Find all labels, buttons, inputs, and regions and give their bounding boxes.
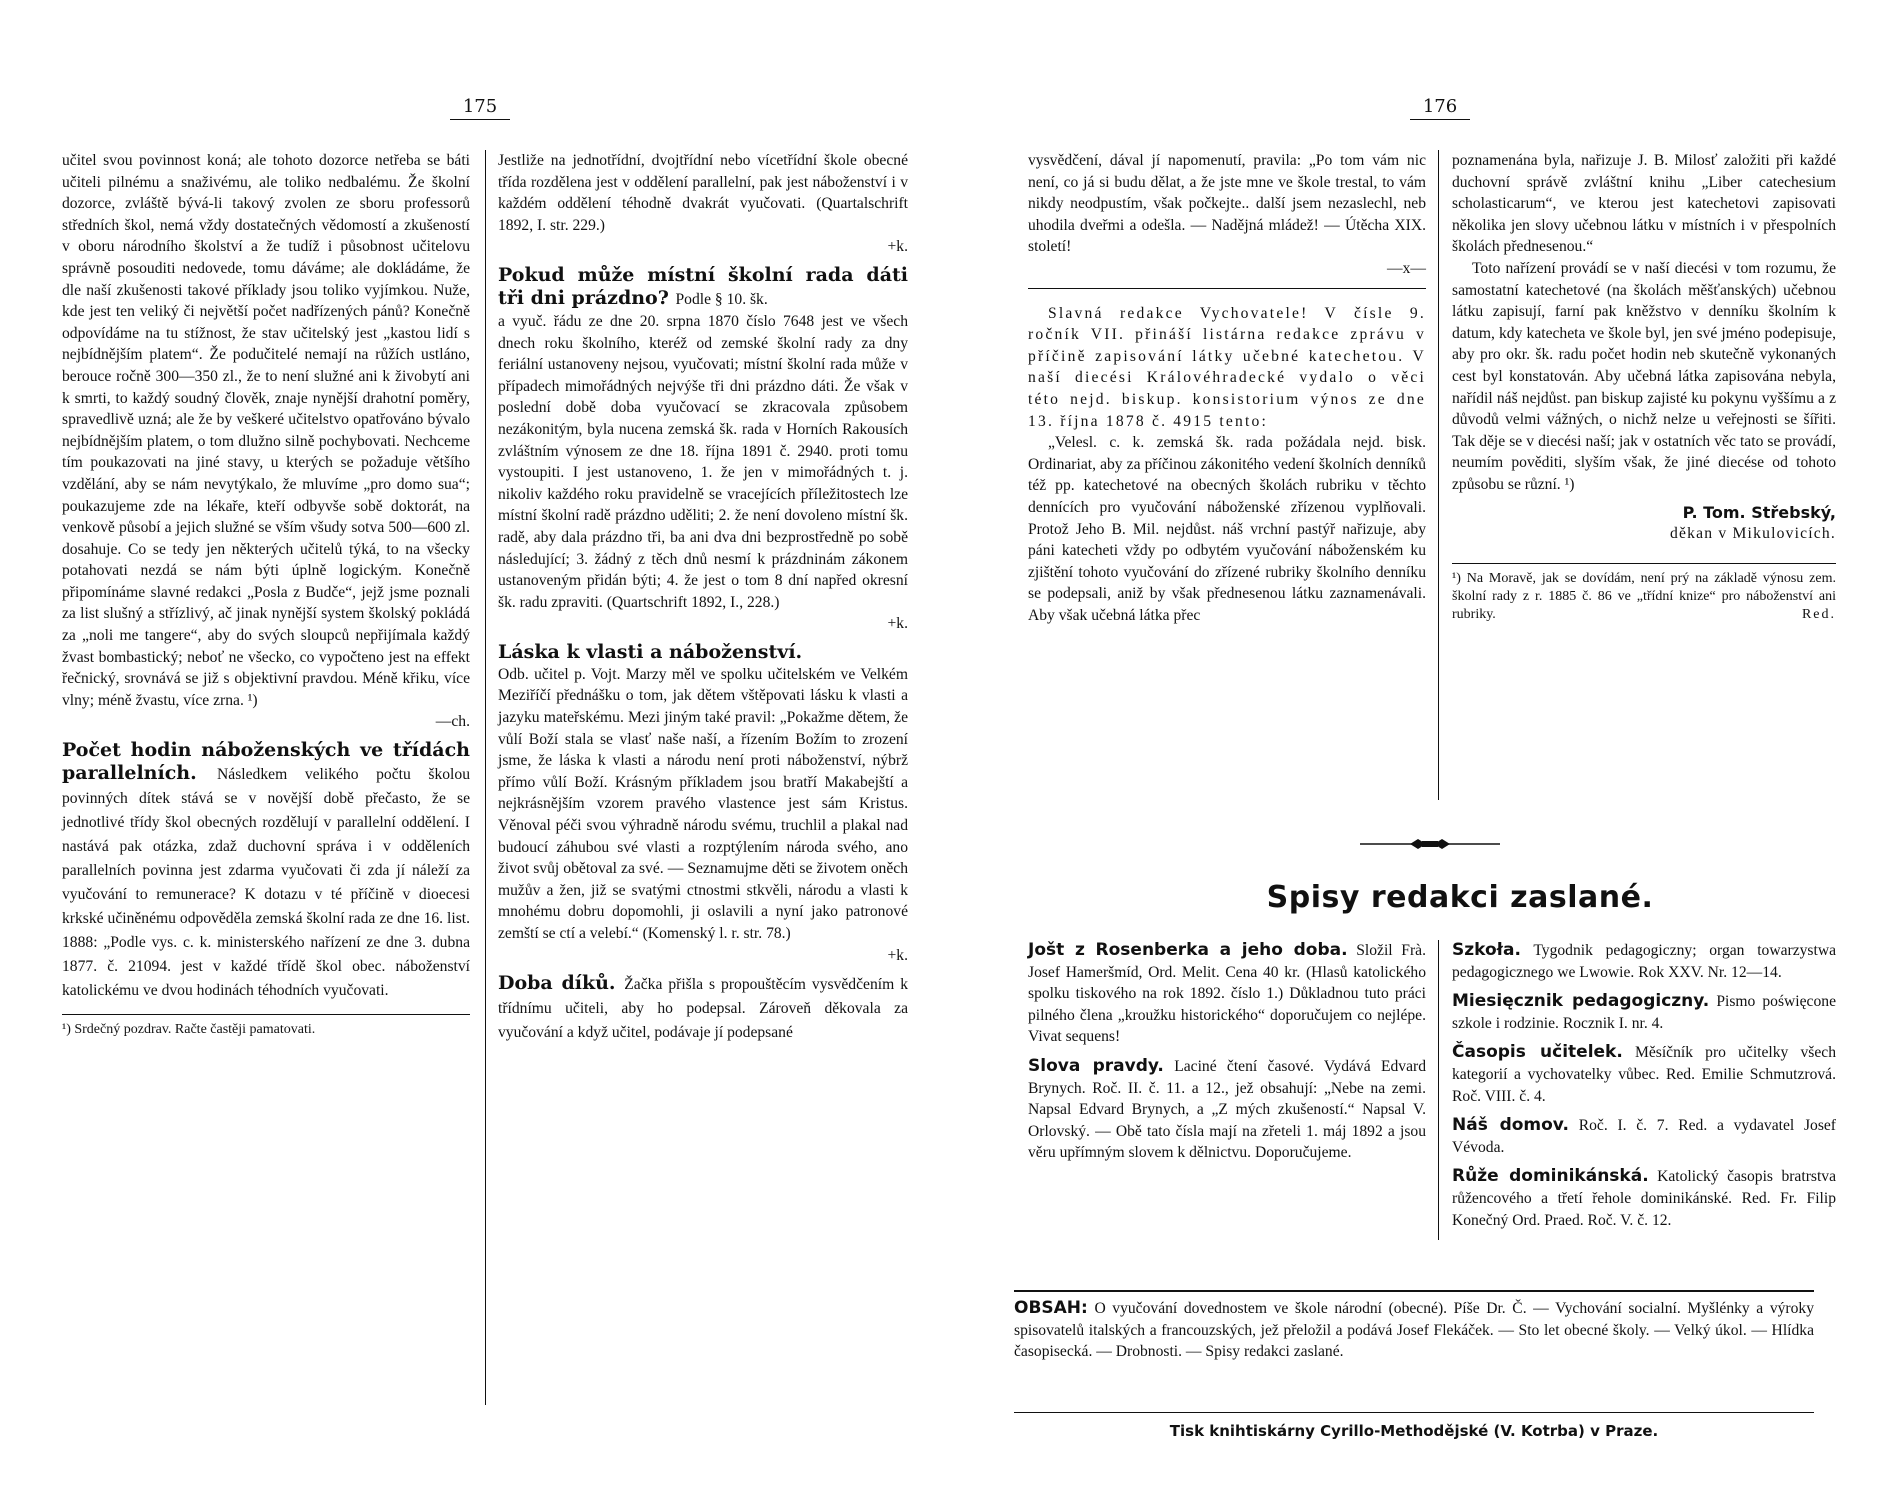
section-title: Spisy redakci zaslané.: [1266, 880, 1654, 915]
publication-entry: Časopis učitelek. Měsíčník pro učitelky všech kategorií a vychovatelky vůbec. Red. Emilie Schmutzrová. Roč. VIII. č. 4.: [1452, 1042, 1836, 1105]
footnote: ¹) Na Moravě, jak se dovídám, není prý na základě výnosu zem. školní rady z r. 1885 č. 86 ve „třídní knize“ pro náboženství ani rubriky. Red.: [1452, 563, 1836, 624]
publication-entry: Jošt z Rosenberka a jeho doba. Složil Frà. Josef Hameršmíd, Ord. Melit. Cena 40 kr. (Hlasů katolického spolku tiskového na rok 1892. číslo 1.) Důkladnou tuto práci pilného člena „kroužku historického“ doporučujem co nejlépe. Vivat sequens!: [1028, 940, 1426, 1046]
column-divider: [485, 150, 486, 1405]
table-of-contents: [1014, 1298, 1814, 1363]
footnote: ¹) Srdečný pozdrav. Račte častěji pamatovati.: [62, 1014, 470, 1039]
letter-text: „Velesl. c. k. zemská šk. rada požádala nejd. bisk. Ordinariat, aby za příčinou zákonitého vedení školních denníků též pp. katechetové na obecných školách rubriku v těchto dennících pro vyučování náboženské zřízenou vyplňovali. Protož Jeho B. Mil. nejdůst. náš vrchní pastýř nařizuje, aby páni katecheti vždy po odbytém vyučování náboženském ku zjištění tohoto vyučování do zřízené rubriky školního denníku se podepsali, aniž by však přednesenou látku zaznamenávali. Aby však učebná látka přec: [1028, 434, 1426, 624]
publication-entry: Růže dominikánská. Katolický časopis bratrstva růžencového a třetí řehole dominikánské. Red. Fr. Filip Konečný Ord. Praed. Roč. V. č. 12.: [1452, 1166, 1836, 1229]
article-heading: Počet hodin náboženských ve třídách parallelních. Následkem velikého počtu školou povinných dítek stává se v novější době přečasto, že se jednotlivé třídy škol obecných rozdělují v parallelní oddělení. I nastává pak otázka, zdaž duchovní správa i v odděleních parallelních povinna jest zdarma vyučovati či zda jí náleží za vyučování to remunerace? K dotazu v té příčině v dioecesi krkské učiněnému odpověděla zemská školní rada ze dne 16. list. 1888: „Podle vys. c. k. ministerského nařízení ze dne 3. dubna 1877. č. 21094. jest v každé třídě škol obec. náboženství katolickému ve dvou hodinách téhodních vyučovati.: [62, 739, 470, 1000]
page-176-column-1: [1028, 150, 1426, 626]
page-number-176: 176: [1400, 96, 1480, 120]
article-text: Žačka přišla s propouštěcím vysvědčením k třídnímu učiteli, aby ho podepsal. Zároveň děkovala za vyučování a když učitel, podávaje jí podepsané: [498, 976, 908, 1042]
publication-entry: Szkoła. Tygodnik pedagogiczny; organ towarzystwa pedagogicznego we Lwowie. Rok XXV. Nr. 12—14.: [1452, 940, 1836, 981]
page-176-column-2: [1452, 150, 1836, 624]
page-175-column-1: [62, 150, 470, 1039]
article-signature: —x—: [1387, 259, 1426, 277]
article-text: a vyuč. řádu ze dne 20. srpna 1870 číslo 7648 jest ve všech dnech roku školního, kteréž od zemské školní rady za dny feriální ustanoveny nejsou, vyučovati; místní školní rada může v případech mimořádných nejvýše tři dni prázdno dáti. Že však v poslední době doba vyučovací se zkracovala způsobem nezákonitým, byla nucena zemská šk. rada v Horních Rakousích zvláštním výnosem ze dne 18. října 1891 č. 2940. proti tomu vystoupiti. I jest ustanoveno, 1. že jen v mimořádných t. j. nikoliv každého roku pravidelně se vracejících příležitostech lze místní školní radě prázdno uděliti; 2. že není dovoleno místní šk. radě, aby dala prázdno tři, ba ani dva dni bezprostředně po sobě následující; 3. žádný z těch dnů nesmí k prázdninám zákonem ustanoveným přidán býti; 4. že jest o tom 8 dní napřed okresní šk. radu zpraviti. (Quartschrift 1892, I., 228.): [498, 312, 908, 611]
letter-text: poznamenána byla, nařizuje J. B. Milosť založiti při každé duchovní správě zvláštní knihu „Liber catechesium scholasticarum“, ve kterou jest katechetovi zapisovati několika jen slovy učebnou látku v místních i v přespolních školách přednesenou.“: [1452, 152, 1836, 256]
article-signature: +k.: [887, 615, 908, 633]
author-title: děkan v Mikulovicích.: [1670, 525, 1836, 543]
article-text: Následkem velikého počtu školou povinných dítek stává se v novější době přečasto, že se jednotlivé třídy škol obecných rozdělují v parallelní oddělení. I nastává pak otázka, zdaž duchovní správa i v odděleních parallelních povinna jest zdarma vyučovati či zda jí náleží za vyučování to remunerace? K dotazu v té příčině v dioecesi krkské učiněnému odpověděla zemská školní rada ze dne 16. list. 1888: „Podle vys. c. k. ministerského nařízení ze dne 3. dubna 1877. č. 21094. jest v každé třídě škol obec. náboženství katolickému ve dvou hodinách téhodních vyučovati.: [62, 766, 470, 1000]
article-heading: Doba díků. Žačka přišla s propouštěcím vysvědčením k třídnímu učiteli, aby ho podepsal. Zároveň děkovala za vyučování a když učitel, podávaje jí podepsané: [498, 972, 908, 1042]
printer-imprint: Tisk knihtiskárny Cyrillo-Methodějské (V. Kotrba) v Praze.: [1169, 1422, 1659, 1440]
article-signature: +k.: [887, 946, 908, 964]
page-number-175: 175: [440, 96, 520, 120]
author-signature: P. Tom. Střebský,: [1682, 502, 1836, 522]
article-signature: +k.: [887, 238, 908, 256]
article-text: vysvědčení, dával jí napomenutí, pravila: „Po tom vám nic není, co já si budu dělat, a že jste mne ve škole trestal, to vám nikdy neodpustím, však počkejte.. další jsem nezaslechl, neb uhodila dveřmi a odešla. — Nadějná mládež! — Útěcha XIX. století!: [1028, 152, 1426, 256]
spisy-right-column: [1452, 940, 1836, 1239]
letter-text: Toto nařízení provádí se v naší diecési v tom rozumu, že samostatní katechetové (na školách měšťanských) učebnou látku zapisují, farní pak kněžstvo v denníku školním k datum, kdy katecheta ve škole byl, jen své jméno podepisuje, aby pro okr. šk. radu počet hodin neb skutečně vykonaných cest byl konstatován. Aby učebná látka zapisována nebyla, nařídil náš nejdůst. pan biskup zajisté ku pokynu vyššímu a z důvodů velmi vážných, o nichž nelze u veřejnosti se šířiti. Tak děje se v diecési naší; jak v ostatních věc tato se provádí, neumím pověditi, slyším však, že jiné diecése od tohoto způsobu se různí. ¹): [1452, 259, 1836, 493]
article-text: učitel svou povinnost koná; ale tohoto dozorce netřeba se báti učiteli pilnému a snaživému, ale toliko nedbalému. Že školní dozorce, zvláště bývá-li takový zvolen ze sboru professorů středních škol, nemá vždy dostatečných vědomostí a zkušeností v oboru národního školství a že tudíž i působnost učitelovu správně posouditi nedovede, tomu dáváme; ale dokládáme, že dle naší zkušenosti takové příklady jsou toliko vyjímkou. Nuže, kde jest ten veliký či největší počet nadřízených pánů? Konečně odpovídáme na tu stížnost, že stav učitelský jest „kastou lidí s nejbídnějším platem“. Že podučitelé nemají na růžích ustláno, berouce ročně 300—350 zl., že to není služné ani k živobytí ani k smrti, to každý soudný člověk, znaje nynější drahotní poměry, spravedlivě uzná; ale že by veškeré učitelstvo opatřováno bývalo nejbídnějším platem, o tom dlužno silně pochybovati. Nechceme tím poukazovati na jiné stavy, u kterých se požaduje většího vzdělání, aby se nám nevytýkalo, že mluvíme „pro domo sua“; poukazujeme zde na lékaře, kteří odbyvše sobě doktorát, na venkově působí a jejich služné se vším všudy sotva 500—600 zl. dosahuje. Co se tedy jen některých učitelů týká, to na všecky potahovati nezdá se nám býti úplně logickým. Konečně připomínáme slavné redakci „Posla z Budče“, jejž jsme poznali za list slušný a střízlivý, ač jinak nynější system školský pokládá za „noli me tangere“, aby do svých sloupců nepřijímala každý žvast bombastický; neboť ne všecko, co vypočteno jest na effekt řečnický, srovnává se již s objektivní pravdou. Méně křiku, více vlny; méně žvastu, více zrna. ¹): [62, 152, 470, 709]
printer-rule: [1014, 1412, 1814, 1413]
page-175-column-2: [498, 150, 908, 1044]
column-divider: [1438, 940, 1439, 1240]
article-heading: Láska k vlasti a náboženství.: [498, 640, 803, 663]
spisy-left-column: [1028, 940, 1426, 1172]
publication-entry: Slova pravdy. Laciné čtení časové. Vydává Edvard Brynych. Roč. II. č. 11. a 12., jež obsahují: „Nebe na zemi. Napsal Edvard Brynych, a „Z mých zkušeností.“ Napsal V. Orlovský. — Obě tato čísla mají na zřeteli 1. máj 1892 a jsou věru upřímným slovem k dělnictvu. Doporučujeme.: [1028, 1055, 1426, 1162]
article-text: Jestliže na jednotřídní, dvojtřídní nebo vícetřídní škole obecné třída rozdělena jest v oddělení parallelní, pak jest náboženství i v každém oddělení téhodně dvakrát vyučovati. (Quartalschrift 1892, I. str. 229.): [498, 152, 908, 234]
letter-text: Slavná redakce Vychovatele! V čísle 9. ročník VII. přináší listárna redakce zprávu v příčině zapisování látky učebné katechetou. V naší diecési Královéhradecké vydalo o věci této nejd. biskup. konsistorium výnos ze dne 13. října 1878 č. 4915 tento:: [1028, 304, 1426, 430]
obsah-label: OBSAH:: [1014, 1298, 1088, 1318]
article-heading: Pokud může místní školní rada dáti tři dni prázdno? Podle § 10. šk.: [498, 263, 908, 309]
publication-entry: Miesięcznik pedagogiczny. Pismo poświęcone szkole i rodzinie. Rocznik I. nr. 4.: [1452, 991, 1836, 1032]
article-signature: —ch.: [435, 713, 470, 731]
publication-entry: Náš domov. Roč. I. č. 7. Red. a vydavatel Josef Vévoda.: [1452, 1115, 1837, 1156]
article-text: Odb. učitel p. Vojt. Marzy měl ve spolku učitelském ve Velkém Meziříčí přednášku o tom, jak dětem vštěpovati lásku k vlasti a jazyku mateřskému. Mezi jiným také pravil: „Pokažme dětem, že vůlí Boží stala se vlasť naše naší, a řízením Božím to zrození jsme, že láska k vlasti a národu není proti náboženství, nýbrž přímo vůlí Boží. Krásným příkladem jsou bratří Makabejští a nejkrásnějším vzorem pravého vlastence jest sám Kristus. Věnoval péči svou výhradně národu svému, truchlil a plakal nad budoucí záhubou své vlasti a rozptýlením národa svého, ano život svůj obětoval za své. — Seznamujme děti se životem oněch mužův a žen, již se svatými ctnostmi stkvěli, národu a vlasti k mnohému dobru dopomohli, ji oslavili a nyní jako patronové zemští se ctí a velebí.“ (Komenský l. r. str. 78.): [498, 665, 908, 942]
obsah-rule: [1014, 1290, 1814, 1292]
column-divider: [1438, 150, 1439, 800]
obsah-text: O vyučování dovednostem ve škole národní (obecné). Píše Dr. Č. — Vychování socialní. Myšlénky a výroky spisovatelů italských a francouzských, jež přeložil a podává Josef Flekáček. — Sto let obecné školy. — Velký úkol. — Hlídka časopisecká. — Drobnosti. — Spisy redakci zaslané.: [1014, 1300, 1814, 1361]
ornament-divider: [1360, 838, 1500, 850]
